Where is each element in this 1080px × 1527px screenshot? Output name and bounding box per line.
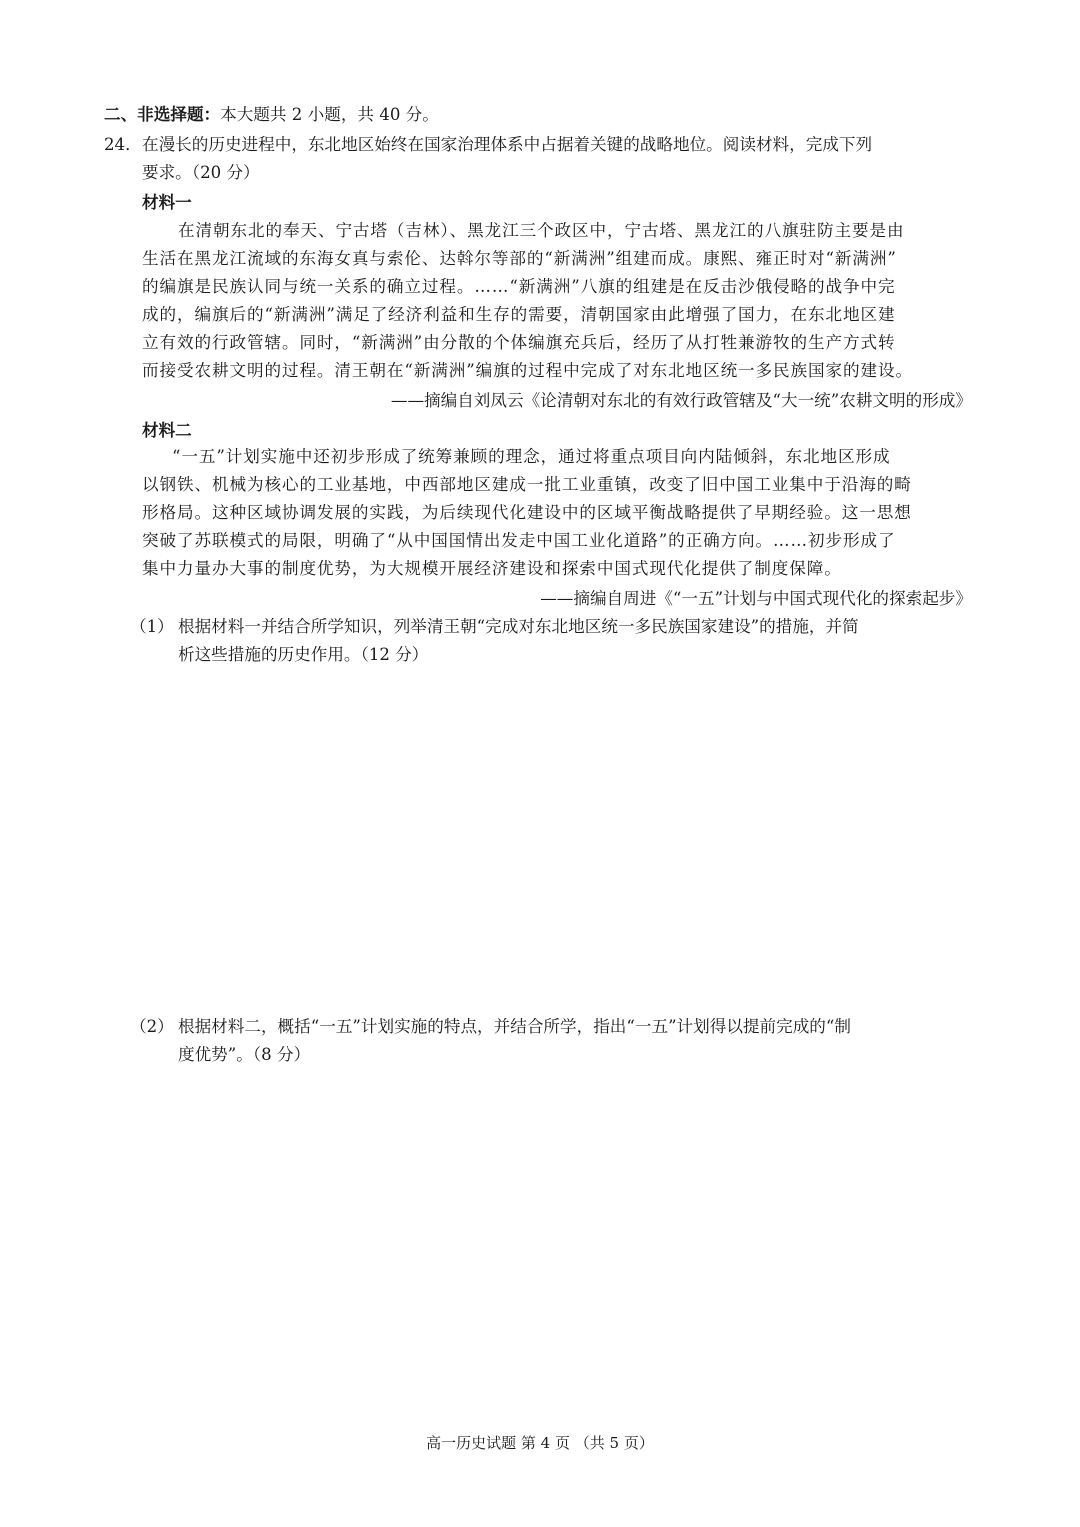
- answer-space-2[interactable]: [104, 1076, 976, 1416]
- material-1-line: 立有效的行政管辖。同时，“新满洲”由分散的个体编旗充兵后，经历了从打牲兼游牧的生产方式转: [142, 333, 896, 352]
- material-2-line: 突破了苏联模式的局限，明确了“从中国国情出发走中国工业化道路”的正确方向。……初步形成了: [142, 531, 896, 550]
- section-header: [104, 104, 439, 126]
- question-number: 24．: [104, 135, 142, 154]
- material-1-line: 在清朝东北的奉天、宁古塔（吉林）、黑龙江三个政区中，宁古塔、黑龙江的八旗驻防主要是由: [178, 221, 905, 240]
- material-1-source: ——摘编自刘凤云《论清朝对东北的有效行政管辖及“大一统”农耕文明的形成》: [390, 391, 972, 410]
- subquestion-1-line-1: 根据材料一并结合所学知识，列举清王朝“完成对东北地区统一多民族国家建设”的措施，并简: [178, 617, 859, 636]
- material-1-line: 的编旗是民族认同与统一关系的确立过程。……“新满洲”八旗的组建是在反击沙俄侵略的战争中完: [142, 277, 896, 296]
- subquestion-1-line-2: 析这些措施的历史作用。（12 分）: [178, 645, 429, 664]
- subquestion-1-number: （1）: [130, 617, 174, 636]
- section-description: 本大题共 2 小题，共 40 分。: [220, 105, 439, 124]
- subquestion-2-line-1: 根据材料二，概括“一五”计划实施的特点，并结合所学，指出“一五”计划得以提前完成的“制: [178, 1017, 851, 1036]
- material-2-line: 集中力量办大事的制度优势，为大规模开展经济建设和探索中国式现代化提供了制度保障。: [142, 559, 842, 578]
- question-stem-line-1: 在漫长的历史进程中，东北地区始终在国家治理体系中占据着关键的战略地位。阅读材料，完成下列: [142, 135, 873, 154]
- material-1-line: 成的，编旗后的“新满洲”满足了经济利益和生存的需要，清朝国家由此增强了国力，在东北地区建: [142, 305, 896, 324]
- question-stem-line-2: 要求。（20 分）: [142, 163, 260, 182]
- material-2-line: 形格局。这种区域协调发展的实践，为后续现代化建设中的区域平衡战略提供了早期经验。这一思想: [142, 503, 912, 522]
- material-1-line: 而接受农耕文明的过程。清王朝在“新满洲”编旗的过程中完成了对东北地区统一多民族国家的建设。: [142, 361, 913, 380]
- material-2-line: “一五”计划实施中还初步形成了统筹兼顾的理念，通过将重点项目向内陆倾斜，东北地区形成: [172, 447, 891, 466]
- subquestion-2-line-2: 度优势”。（8 分）: [178, 1045, 311, 1064]
- answer-space-1[interactable]: [104, 676, 976, 1006]
- material-2-source: ——摘编自周进《“一五”计划与中国式现代化的探索起步》: [540, 589, 972, 608]
- material-1-line: 生活在黑龙江流域的东海女真与索伦、达斡尔等部的“新满洲”组建而成。康熙、雍正时对“新满洲”: [142, 249, 897, 268]
- section-heading: 二、非选择题：: [104, 105, 221, 124]
- material-1-label: 材料一: [142, 193, 192, 212]
- material-2-label: 材料二: [142, 421, 192, 440]
- subquestion-2-number: （2）: [130, 1017, 174, 1036]
- page-footer: 高一历史试题 第 4 页 （共 5 页）: [426, 1434, 654, 1452]
- material-2-line: 以钢铁、机械为核心的工业基地，中西部地区建成一批工业重镇，改变了旧中国工业集中于沿海的畸: [142, 475, 912, 494]
